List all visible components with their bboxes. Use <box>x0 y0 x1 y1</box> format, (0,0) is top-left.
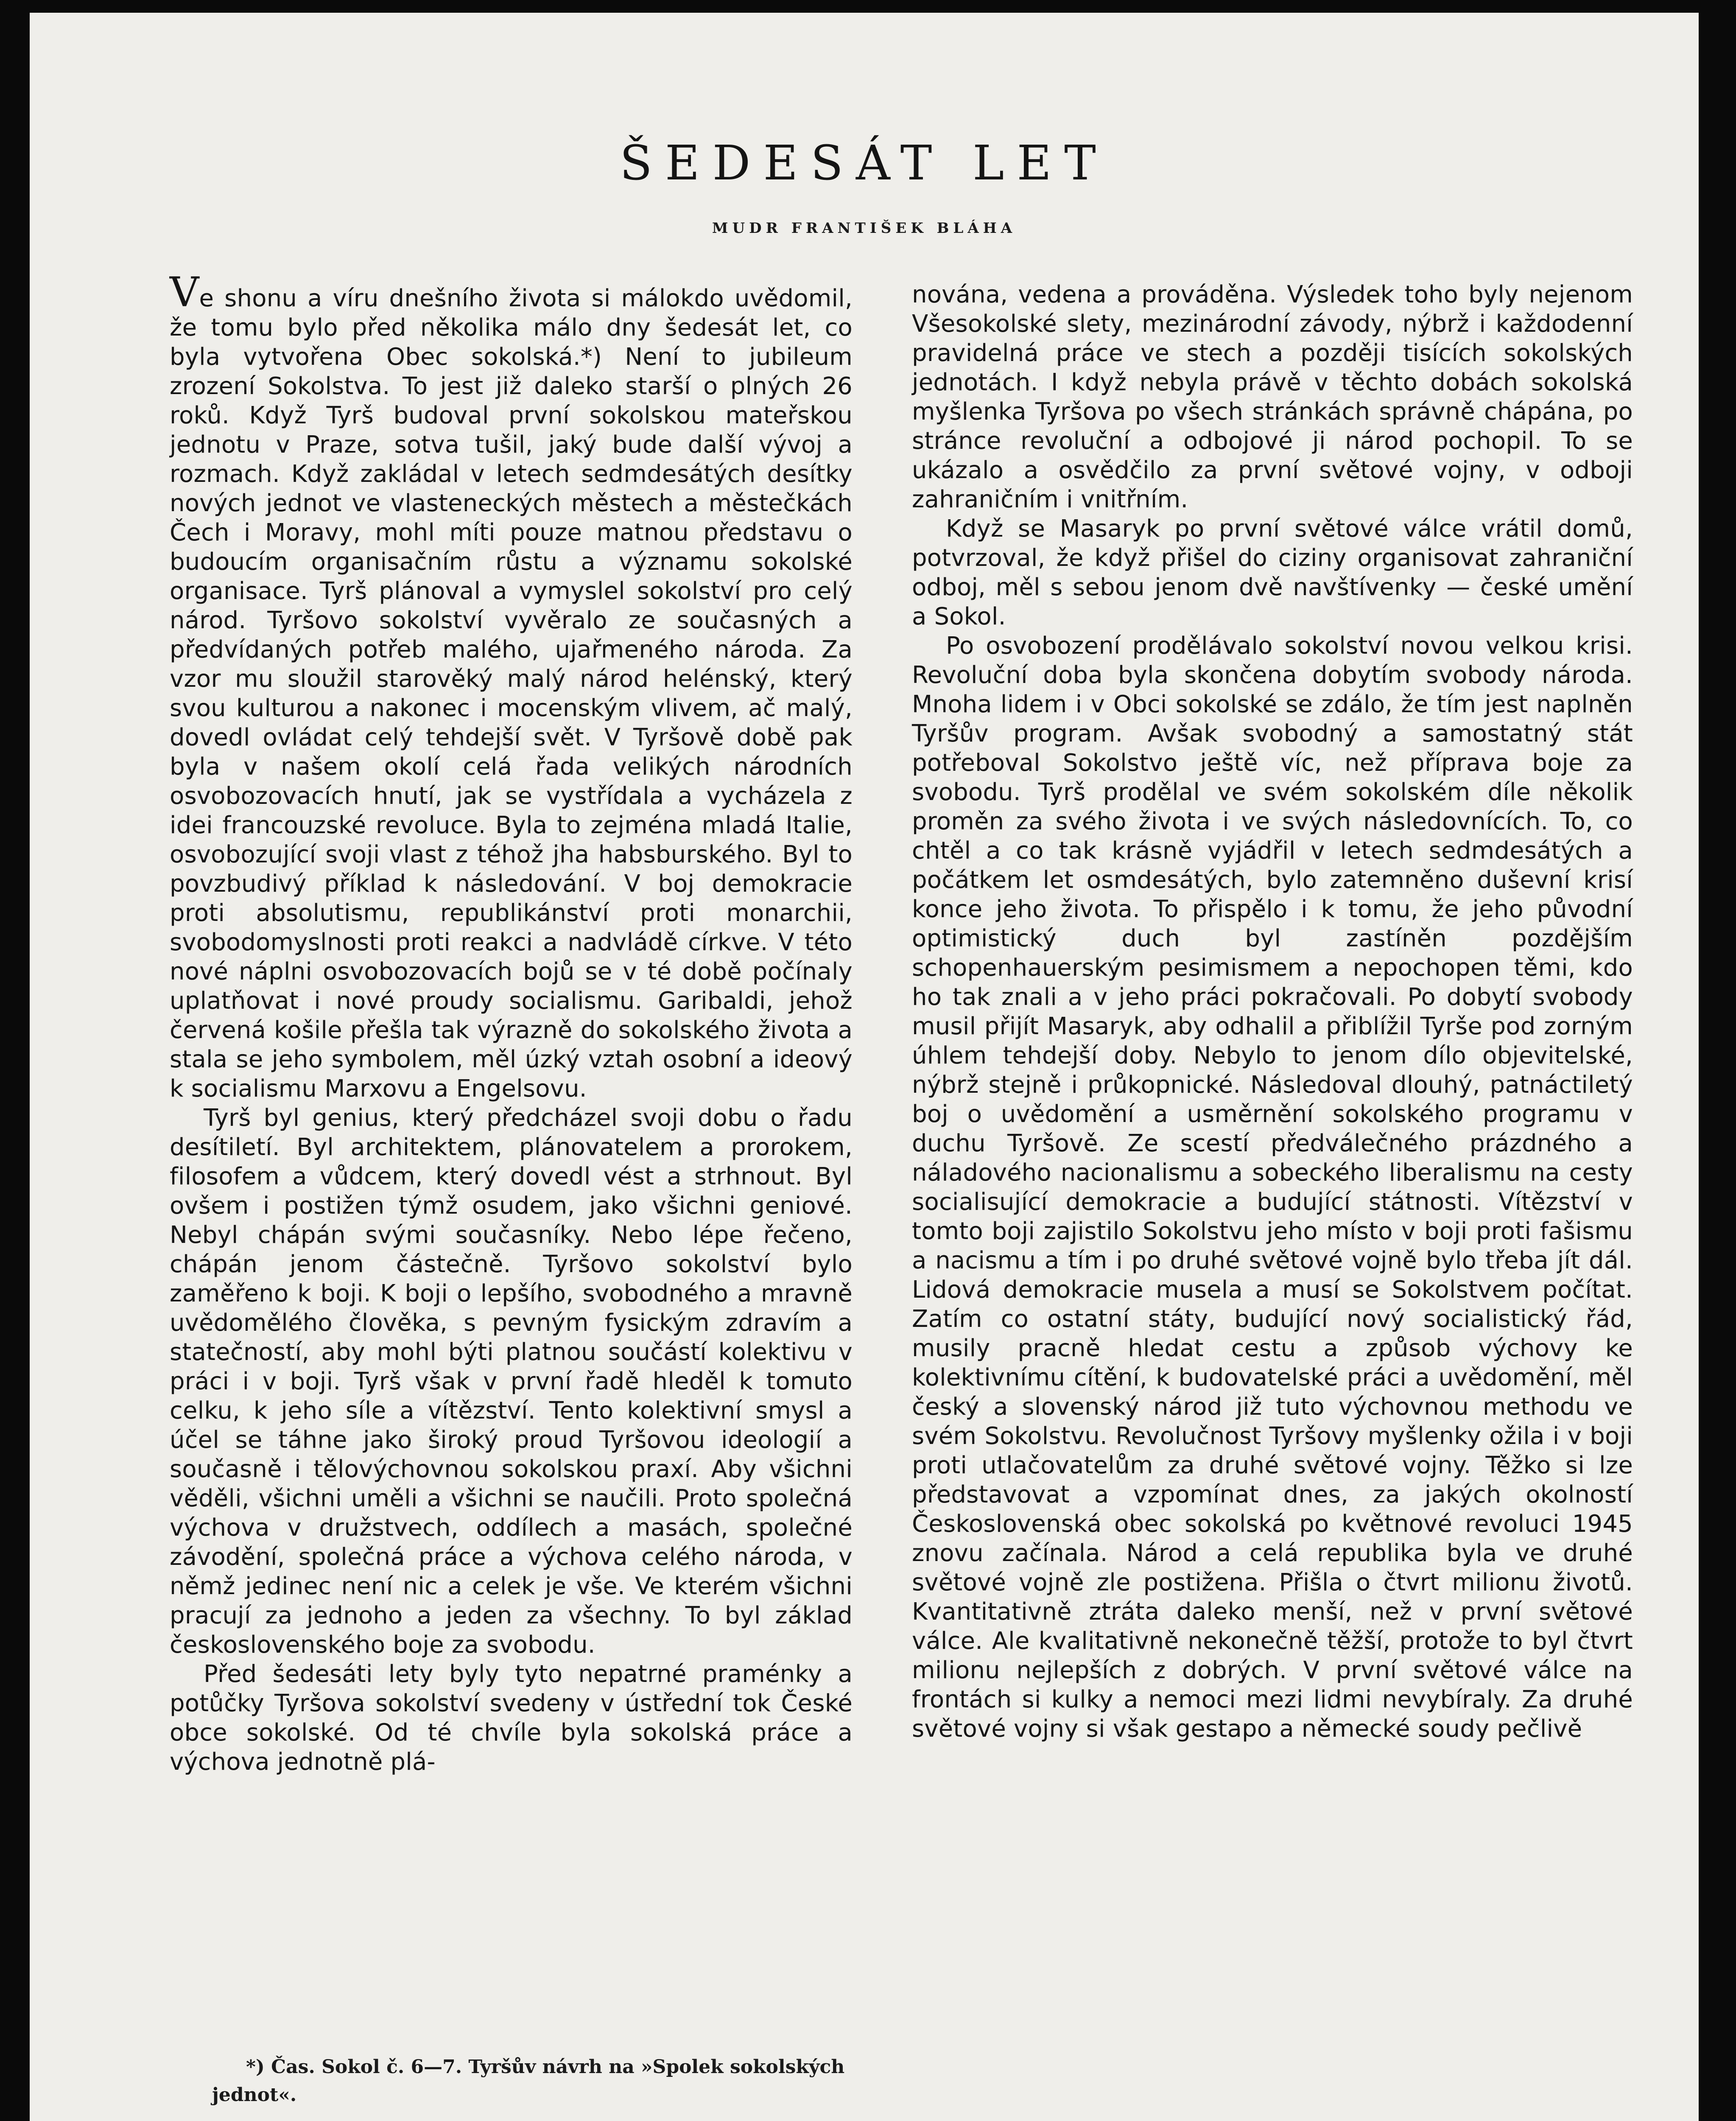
article-title: ŠEDESÁT LET <box>620 136 1109 191</box>
left-column <box>170 269 853 1777</box>
document-page <box>30 13 1699 2121</box>
drop-cap: V <box>170 269 199 316</box>
paragraph: Když se Masaryk po první světové válce vrátil domů, potvrzoval, že když přišel do ciziny organisovat zahraniční odboj, měl s sebou jenom dvě navštívenky — české umění a Sokol. <box>912 515 1633 630</box>
article-author: MUDR FRANTIŠEK BLÁHA <box>712 220 1017 237</box>
paragraph-text: e shonu a víru dnešního života si málokdo uvědomil, že tomu bylo před několika málo dny šedesát let, co byla vytvořena Obec sokolská.*) Není to jubileum zrození Sokolstva. To jest již daleko starší o plných 26 roků. Když Tyrš budoval první sokolskou mateřskou jednotu v Praze, sotva tušil, jaký bude další vývoj a rozmach. Když zakládal v letech sedmdesátých desítky nových jednot ve vlasteneckých městech a městečkách Čech i Moravy, mohl míti pouze matnou představu o budoucím organisačním růstu a významu sokolské organisace. Tyrš plánoval a vymyslel sokolství pro celý národ. Tyršovo sokolství vyvěralo ze současných a předvídaných potřeb malého, ujařmeného národa. Za vzor mu sloužil starověký malý národ helénský, který svou kulturou a nakonec i mocenským vlivem, ač malý, dovedl ovládat celý tehdejší svět. V Tyršově době pak byla v našem okolí celá řada velikých národních osvobozovacích hnutí, jak se vystřídala a vycházela z idei francouzské revoluce. Byla to zejména mladá Italie, osvobozující svoji vlast z téhož jha habsburského. Byl to povzbudivý příklad k následování. V boj demokracie proti absolutismu, republikánství proti monarchii, svobodomyslnosti proti reakci a nadvládě církve. V této nové náplni osvobozovacích bojů se v té době počínaly uplatňovat i nové proudy socialismu. Garibaldi, jehož červená košile přešla tak výrazně do sokolského života a stala se jeho symbolem, měl úzký vztah osobní a ideový k socialismu Marxovu a Engelsovu. <box>170 285 853 1102</box>
paragraph <box>170 269 853 1103</box>
paragraph: Tyrš byl genius, který předcházel svoji dobu o řadu desítiletí. Byl architektem, plánovatelem a prorokem, filosofem a vůdcem, který dovedl vést a strhnout. Byl ovšem i postižen týmž osudem, jako všichni geniové. Nebyl chápán svými současníky. Nebo lépe řečeno, chápán jenom částečně. Tyršovo sokolství bylo zaměřeno k boji. K boji o lepšího, svobodného a mravně uvědomělého člověka, s pevným fysickým zdravím a statečností, aby mohl býti platnou součástí kolektivu v práci i v boji. Tyrš však v první řadě hleděl k tomuto celku, k jeho síle a vítězství. Tento kolektivní smysl a účel se táhne jako široký proud Tyršovou ideologií a současně i tělovýchovnou sokolskou praxí. Aby všichni věděli, všichni uměli a všichni se naučili. Proto společná výchova v družstvech, oddílech a masách, společné závodění, společná práce a výchova celého národa, v němž jedinec není nic a celek je vše. Ve kterém všichni pracují za jednoho a jeden za všechny. To byl základ československého boje za svobodu. <box>170 1104 853 1659</box>
right-column <box>912 280 1633 1743</box>
paragraph: nována, vedena a prováděna. Výsledek toho byly nejenom Všesokolské slety, mezinárodní závody, nýbrž i každodenní pravidelná práce ve stech a později tisících sokolských jednotách. I když nebyla právě v těchto dobách sokolská myšlenka Tyršova po všech stránkách správně chápána, po stránce revoluční a odbojové ji národ pochopil. To se ukázalo a osvědčilo za první světové vojny, v odboji zahraničním i vnitřním. <box>912 281 1633 513</box>
footnote: *) Čas. Sokol č. 6—7. Tyršův návrh na »Spolek sokolských jednot«. <box>212 2056 845 2106</box>
paragraph: Před šedesáti lety byly tyto nepatrné praménky a potůčky Tyršova sokolství svedeny v ústřední tok České obce sokolské. Od té chvíle byla sokolská práce a výchova jednotně plá- <box>170 1660 853 1776</box>
paragraph: Po osvobození prodělávalo sokolství novou velkou krisi. Revoluční doba byla skončena dobytím svobody národa. Mnoha lidem i v Obci sokolské se zdálo, že tím jest naplněn Tyršův program. Avšak svobodný a samostatný stát potřeboval Sokolstvo ještě víc, než příprava boje za svobodu. Tyrš prodělal ve svém sokolském díle několik proměn za svého života i ve svých následovnících. To, co chtěl a co tak krásně vyjádřil v letech sedmdesátých a počátkem let osmdesátých, bylo zatemněno duševní krisí konce jeho života. To přispělo i k tomu, že jeho původní optimistický duch byl zastíněn pozdějším schopenhauerským pesimismem a nepochopen těmi, kdo ho tak znali a v jeho práci pokračovali. Po dobytí svobody musil přijít Masaryk, aby odhalil a přiblížil Tyrše pod zorným úhlem tehdejší doby. Nebylo to jenom dílo objevitelské, nýbrž stejně i průkopnické. Následoval dlouhý, patnáctiletý boj o uvědomění a usměrnění sokolského programu v duchu Tyršově. Ze scestí předválečného prázdného a náladového nacionalismu a sobeckého liberalismu na cesty socialisující demokracie a budující státnosti. Vítězství v tomto boji zajistilo Sokolstvu jeho místo v boji proti fašismu a nacismu a tím i po druhé světové vojně bylo třeba jít dál. Lidová demokracie musela a musí se Sokolstvem počítat. Zatím co ostatní státy, budující nový socialistický řád, musily pracně hledat cestu a způsob výchovy ke kolektivnímu cítění, k budovatelské práci a uvědomění, měl český a slovenský národ již tuto výchovnou methodu ve svém Sokolstvu. Revolučnost Tyršovy myšlenky ožila i v boji proti utlačovatelům za druhé světové vojny. Těžko si lze představovat a vzpomínat dnes, za jakých okolností Československá obec sokolská po květnové revoluci 1945 znovu začínala. Národ a celá republika byla ve druhé světové vojně zle postižena. Přišla o čtvrt milionu životů. Kvantitativně ztráta daleko menší, než v první světové válce. Ale kvalitativně nekonečně těžší, protože to byl čtvrt milionu nejlepších z dobrých. V první světové válce na frontách si kulky a nemoci mezi lidmi nevybíraly. Za druhé světové vojny si však gestapo a německé soudy pečlivě <box>912 632 1633 1743</box>
